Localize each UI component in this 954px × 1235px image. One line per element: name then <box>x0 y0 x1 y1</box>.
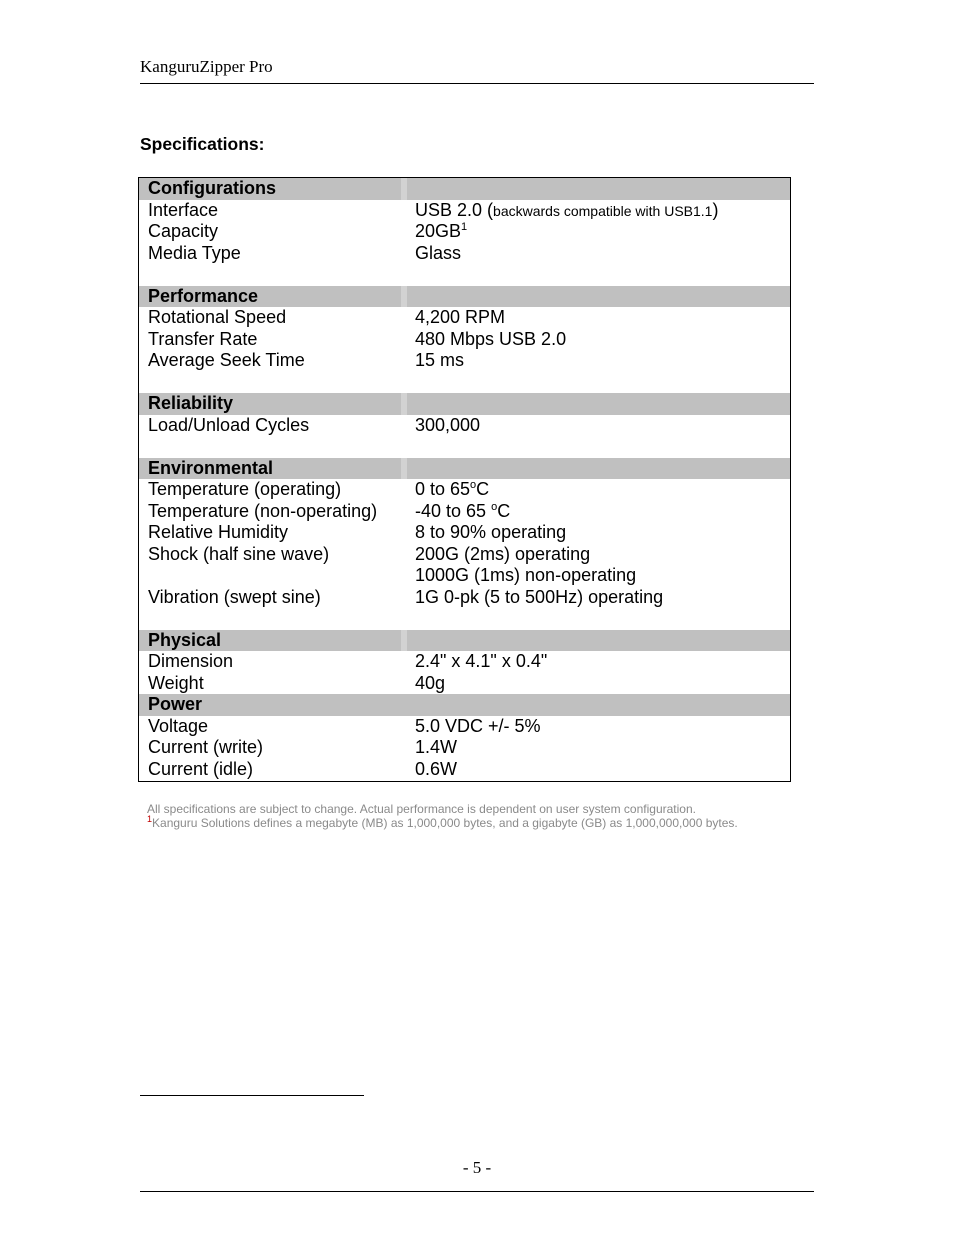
spec-row-interface <box>139 200 790 222</box>
spec-row-shock <box>139 544 790 566</box>
spec-row-load-unload-cycles <box>139 415 790 437</box>
category-environmental <box>139 458 790 480</box>
spec-value <box>415 200 718 223</box>
spec-value: 200G (2ms) operating <box>415 543 591 564</box>
category-label: Reliability <box>148 393 234 413</box>
spec-row-temperature-operating <box>139 479 790 501</box>
spec-value <box>415 221 467 243</box>
footnote-separator <box>140 1095 364 1096</box>
disclaimer-text: All specifications are subject to change. Actual performance is dependent on user system configuration. <box>147 802 696 816</box>
degree-mark: o <box>470 479 477 491</box>
spec-row-current-write <box>139 737 790 759</box>
spec-label: Load/Unload Cycles <box>148 414 310 435</box>
spec-label: Weight <box>148 672 204 693</box>
running-header-title: KanguruZipper Pro <box>140 57 273 76</box>
spec-row-transfer-rate <box>139 329 790 351</box>
footnote-mark: 1 <box>147 814 153 824</box>
spec-value-close: ) <box>712 199 719 220</box>
category-separator <box>401 630 407 652</box>
spec-label: Average Seek Time <box>148 350 305 370</box>
spec-value: 40g <box>415 672 446 693</box>
footnote-body: Kanguru Solutions defines a megabyte (MB) as 1,000,000 bytes, and a gigabyte (GB) as 1,000,000,000 bytes. <box>152 816 738 830</box>
category-physical <box>139 630 790 652</box>
spec-label: Relative Humidity <box>148 522 289 542</box>
spec-value-unit: C <box>497 500 511 521</box>
category-label: Physical <box>148 629 222 650</box>
category-label: Environmental <box>148 457 274 478</box>
category-label: Performance <box>148 285 259 306</box>
spec-label: Dimension <box>148 651 234 671</box>
spec-value-main: 20GB <box>415 221 462 241</box>
page-number: - 5 - <box>462 1158 492 1177</box>
footnote-reference: 1 <box>461 221 468 233</box>
spec-value-main: 0 to 65 <box>415 479 471 499</box>
category-label: Power <box>148 694 203 714</box>
category-separator <box>401 393 407 415</box>
spec-label: Media Type <box>148 242 241 263</box>
spec-value: 300,000 <box>415 414 481 435</box>
spec-value: 5.0 VDC +/- 5% <box>415 715 541 736</box>
spec-row-capacity <box>139 221 790 243</box>
spec-row-media-type <box>139 243 790 265</box>
spec-label: Voltage <box>148 715 209 736</box>
spec-value <box>415 479 489 501</box>
category-configurations <box>139 178 790 200</box>
spec-value: 480 Mbps USB 2.0 <box>415 328 567 349</box>
spec-row-average-seek-time <box>139 350 790 372</box>
spec-row-temperature-non-operating <box>139 501 790 523</box>
footnote-text <box>147 816 738 830</box>
spec-value: 1.4W <box>415 737 458 757</box>
spec-row-relative-humidity <box>139 522 790 544</box>
category-label: Configurations <box>148 178 276 198</box>
header-rule <box>140 83 814 84</box>
category-performance <box>139 286 790 308</box>
spec-label: Current (write) <box>148 737 264 757</box>
specifications-heading: Specifications: <box>140 134 265 154</box>
specifications-table <box>138 177 791 782</box>
category-separator <box>401 178 407 200</box>
spec-value-main: USB 2.0 ( <box>415 199 494 220</box>
spec-value: 15 ms <box>415 350 465 370</box>
category-power <box>139 694 790 716</box>
spec-label: Capacity <box>148 221 219 241</box>
spec-label: Temperature (operating) <box>148 479 342 499</box>
spec-value: 1000G (1ms) non-operating <box>415 565 637 585</box>
spec-value: 2.4" x 4.1" x 0.4" <box>415 651 548 671</box>
category-reliability <box>139 393 790 415</box>
category-separator <box>401 458 407 480</box>
footer-rule <box>140 1191 814 1192</box>
spec-row-voltage <box>139 716 790 738</box>
specification-notes <box>147 802 738 830</box>
spec-row-shock-continued <box>139 565 790 587</box>
spec-label: Current (idle) <box>148 758 254 779</box>
spec-value: Glass <box>415 242 462 263</box>
spec-label: Shock (half sine wave) <box>148 543 330 564</box>
category-separator <box>401 286 407 308</box>
spec-value: 8 to 90% operating <box>415 522 567 542</box>
spec-value <box>415 501 510 523</box>
spec-value-unit: C <box>476 479 490 499</box>
spec-row-weight <box>139 673 790 695</box>
spec-value-note: backwards compatible with USB1.1 <box>493 202 713 219</box>
spec-value: 1G 0-pk (5 to 500Hz) operating <box>415 586 664 607</box>
spec-label: Temperature (non-operating) <box>148 500 378 521</box>
spec-row-vibration <box>139 587 790 609</box>
degree-mark: o <box>491 500 498 513</box>
spec-label: Transfer Rate <box>148 328 258 349</box>
spec-value-main: -40 to 65 <box>415 500 492 521</box>
spec-label: Vibration (swept sine) <box>148 586 321 607</box>
spec-label: Interface <box>148 199 219 220</box>
spec-row-current-idle <box>139 759 790 781</box>
spec-row-dimension <box>139 651 790 673</box>
spec-value: 0.6W <box>415 758 458 779</box>
spec-label: Rotational Speed <box>148 307 287 327</box>
spec-row-rotational-speed <box>139 307 790 329</box>
spec-value: 4,200 RPM <box>415 307 506 327</box>
